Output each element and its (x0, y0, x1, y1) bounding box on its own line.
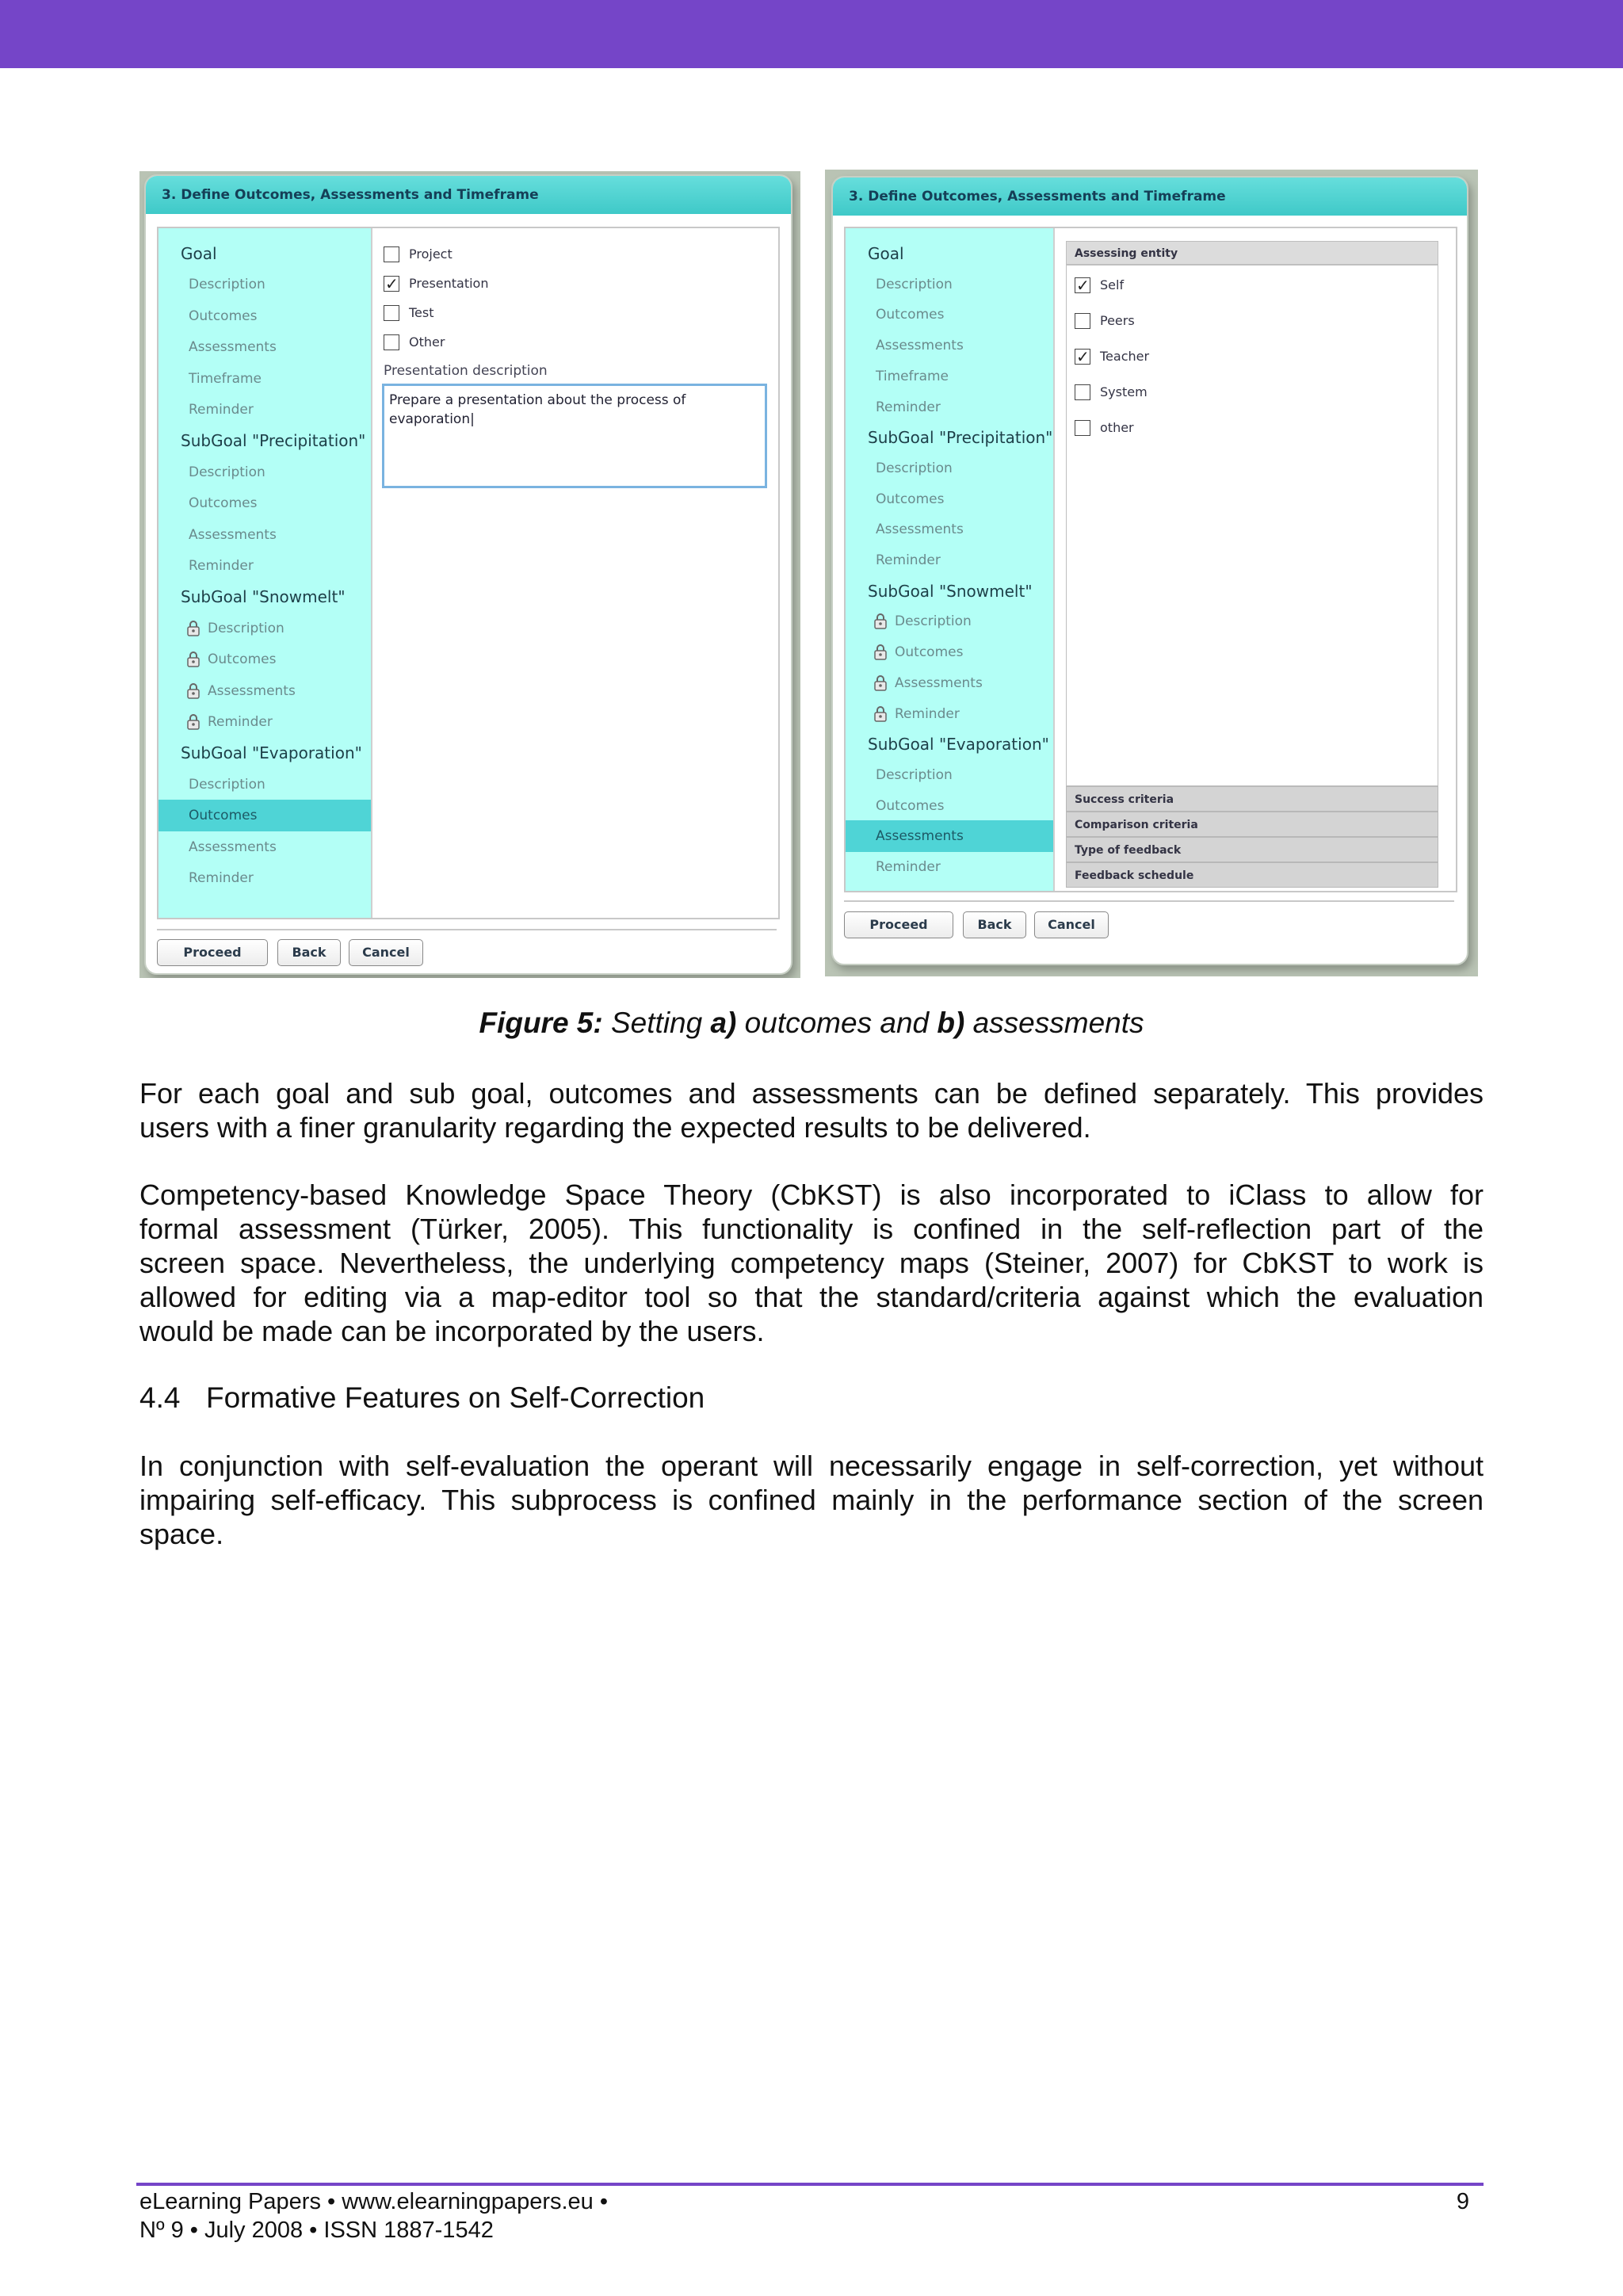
lock-icon (187, 621, 200, 636)
nav-label: SubGoal "Precipitation" (181, 431, 366, 451)
checkbox-label: Peers (1100, 313, 1135, 328)
nav-item-outcomes[interactable] (158, 300, 371, 332)
nav-label: Reminder (189, 558, 254, 574)
dialog-title: 3. Define Outcomes, Assessments and Timeframe (146, 176, 791, 214)
section-number: 4.4 (139, 1381, 181, 1414)
nav-heading-subgoal-evaporation[interactable] (846, 728, 1053, 760)
nav-label: Assessments (189, 339, 277, 356)
caption-text: outcomes and (736, 1007, 938, 1039)
nav-label: Reminder (876, 552, 941, 568)
checkbox-system[interactable] (1075, 380, 1148, 404)
paragraph-line: Competency-based Knowledge Space Theory (CbKST) is also incorporated to iClass to allow for (139, 1179, 1484, 1211)
nav-label: Timeframe (876, 368, 949, 384)
nav-item-description[interactable] (158, 457, 371, 488)
paragraph-line: screen space. Nevertheless, the underlying competency maps (Steiner, 2007) for CbKST to work is (139, 1247, 1484, 1279)
nav-label: Outcomes (189, 808, 258, 824)
back-button[interactable]: Back (963, 911, 1026, 938)
nav-item-outcomes[interactable] (158, 487, 371, 519)
nav-label: Description (876, 276, 953, 292)
paragraph-line: would be made can be incorporated by the users. (139, 1315, 765, 1347)
nav-label: SubGoal "Evaporation" (868, 735, 1049, 755)
figure-screenshot-a (139, 171, 800, 978)
nav-label: Reminder (208, 714, 273, 730)
nav-item-reminder[interactable] (158, 862, 371, 894)
nav-label: SubGoal "Evaporation" (181, 743, 362, 763)
nav-label: Outcomes (189, 495, 258, 512)
nav-item-outcomes[interactable] (158, 800, 371, 831)
goal-navigation (846, 228, 1053, 891)
figure-screenshot-b (825, 170, 1478, 976)
nav-item-reminder[interactable] (846, 544, 1053, 576)
goal-navigation (158, 228, 371, 918)
caption-prefix: Figure 5: (479, 1007, 603, 1039)
nav-item-reminder[interactable] (846, 392, 1053, 423)
nav-divider (371, 228, 372, 918)
paragraph-line: In conjunction with self-evaluation the operant will necessarily engage in self-correction, yet without (139, 1450, 1484, 1482)
lock-icon (874, 706, 887, 722)
nav-label: Assessments (876, 521, 964, 538)
nav-item-description[interactable] (846, 269, 1053, 300)
nav-item-outcomes[interactable] (846, 483, 1053, 515)
nav-item-assessments[interactable] (158, 675, 371, 707)
nav-label: SubGoal "Precipitation" (868, 428, 1053, 448)
nav-label: Reminder (876, 859, 941, 875)
back-button[interactable]: Back (277, 939, 341, 966)
lock-icon (187, 683, 200, 699)
nav-item-assessments[interactable] (158, 519, 371, 551)
nav-item-outcomes[interactable] (846, 636, 1053, 668)
proceed-button[interactable]: Proceed (844, 911, 953, 938)
button-divider (844, 900, 1454, 902)
nav-item-reminder[interactable] (158, 706, 371, 738)
nav-item-outcomes[interactable] (158, 644, 371, 675)
checkbox-box[interactable] (1075, 313, 1090, 329)
nav-label: Timeframe (189, 370, 262, 387)
dialog-title: 3. Define Outcomes, Assessments and Timeframe (833, 178, 1467, 216)
lock-icon (874, 644, 887, 660)
feedback-schedule-section[interactable]: Feedback schedule (1066, 862, 1438, 888)
nav-item-assessments[interactable] (158, 331, 371, 363)
checkbox-label: Test (409, 305, 434, 320)
paragraph-2 (139, 1178, 1484, 1348)
checkbox-box[interactable] (1075, 420, 1090, 436)
dialog-window (831, 176, 1468, 965)
nav-label: Reminder (189, 402, 254, 418)
checkbox-label: other (1100, 420, 1134, 435)
nav-label: Assessments (189, 839, 277, 855)
checkbox-label: Presentation (409, 276, 489, 291)
lock-icon (874, 675, 887, 691)
checkbox-project[interactable] (384, 243, 453, 266)
lock-icon (187, 651, 200, 667)
checkbox-label: Other (409, 334, 445, 350)
nav-label: Description (208, 620, 285, 636)
nav-label: Goal (868, 244, 904, 263)
paragraph-1 (139, 1076, 1484, 1144)
nav-heading-subgoal-snowmelt[interactable] (846, 575, 1053, 607)
checkbox-presentation[interactable] (384, 272, 488, 296)
checkbox-self[interactable] (1075, 273, 1124, 297)
button-divider (157, 929, 777, 930)
nav-label: Reminder (895, 705, 960, 722)
nav-label: Assessments (876, 828, 964, 845)
checkbox-label: Project (409, 246, 453, 262)
nav-label: Outcomes (208, 651, 277, 668)
nav-label: Reminder (189, 870, 254, 886)
nav-label: Description (876, 766, 953, 783)
nav-label: Assessments (208, 682, 296, 699)
figure-caption (0, 1007, 1623, 1040)
nav-label: Description (189, 277, 265, 293)
nav-item-assessments[interactable] (158, 831, 371, 863)
section-title: Formative Features on Self-Correction (206, 1381, 705, 1414)
nav-label: Goal (181, 244, 217, 263)
caption-text: assessments (964, 1007, 1144, 1039)
nav-heading-subgoal-snowmelt[interactable] (158, 581, 371, 613)
paragraph-line: formal assessment (Türker, 2005). This functionality is confined in the self-reflection part of the (139, 1213, 1484, 1245)
cancel-button[interactable]: Cancel (1034, 911, 1109, 938)
footer-rule (136, 2183, 1484, 2186)
checkbox-other[interactable] (384, 330, 445, 354)
nav-label: Outcomes (876, 797, 945, 814)
paragraph-line: allowed for editing via a map-editor tool so that the standard/criteria against which the evaluation (139, 1281, 1484, 1313)
header-accent-bar (0, 0, 1623, 68)
nav-heading-subgoal-precipitation[interactable] (846, 422, 1053, 453)
nav-heading-goal[interactable] (846, 238, 1053, 269)
paragraph-line: impairing self-efficacy. This subprocess is confined mainly in the performance section of the screen (139, 1484, 1484, 1516)
lock-icon (187, 714, 200, 730)
nav-label: Outcomes (876, 491, 945, 507)
dialog-body (844, 227, 1457, 892)
nav-label: Description (876, 460, 953, 476)
footer-journal: eLearning Papers • www.elearningpapers.eu • (139, 2189, 609, 2214)
checkbox-box[interactable] (384, 334, 399, 350)
proceed-button[interactable]: Proceed (157, 939, 268, 966)
nav-item-description[interactable] (158, 613, 371, 644)
checkbox-peers[interactable] (1075, 309, 1135, 333)
checkbox-label: Self (1100, 277, 1125, 292)
checkbox-box[interactable] (384, 305, 399, 321)
checkbox-other[interactable] (1075, 416, 1134, 440)
nav-heading-subgoal-precipitation[interactable] (158, 425, 371, 457)
checkbox-box[interactable] (1075, 384, 1090, 400)
checkbox-teacher[interactable] (1075, 345, 1149, 369)
dialog-body (157, 227, 780, 919)
nav-heading-goal[interactable] (158, 238, 371, 269)
nav-item-timeframe[interactable] (158, 363, 371, 395)
nav-label: SubGoal "Snowmelt" (181, 587, 346, 607)
assessing-entity-panel (1066, 265, 1438, 786)
nav-item-description[interactable] (158, 269, 371, 300)
assessing-entity-header: Assessing entity (1066, 241, 1438, 265)
nav-item-description[interactable] (846, 606, 1053, 637)
dialog-window (144, 174, 792, 975)
lock-icon (874, 613, 887, 629)
section-heading (139, 1381, 705, 1415)
nav-label: Assessments (895, 674, 983, 691)
nav-label: Reminder (876, 399, 941, 415)
nav-divider (1053, 228, 1055, 891)
page-number: 9 (1456, 2189, 1469, 2214)
nav-item-assessments[interactable] (846, 667, 1053, 699)
nav-item-assessments[interactable] (846, 514, 1053, 545)
nav-item-reminder[interactable] (846, 851, 1053, 883)
nav-label: Assessments (189, 526, 277, 543)
presentation-description-input[interactable]: Prepare a presentation about the process of evaporation| (382, 384, 767, 488)
nav-item-timeframe[interactable] (846, 361, 1053, 392)
footer-issue: Nº 9 • July 2008 • ISSN 1887-1542 (139, 2218, 494, 2243)
nav-label: Outcomes (189, 308, 258, 324)
nav-label: Outcomes (876, 307, 945, 323)
nav-label: Assessments (876, 338, 964, 354)
checkbox-box[interactable] (384, 246, 399, 262)
checkbox-box[interactable] (1075, 277, 1090, 293)
paragraph-line: For each goal and sub goal, outcomes and assessments can be defined separately. This provides (139, 1077, 1484, 1110)
nav-label: Description (189, 776, 265, 793)
description-label: Presentation description (384, 363, 548, 379)
nav-label: SubGoal "Snowmelt" (868, 581, 1033, 601)
nav-item-description[interactable] (846, 453, 1053, 484)
nav-heading-subgoal-evaporation[interactable] (158, 737, 371, 769)
caption-text: Setting (602, 1007, 711, 1039)
type-of-feedback-section[interactable]: Type of feedback (1066, 837, 1438, 862)
caption-part-b: b) (937, 1007, 965, 1039)
checkbox-label: Teacher (1100, 349, 1150, 364)
cancel-button[interactable]: Cancel (349, 939, 423, 966)
checkbox-test[interactable] (384, 301, 434, 325)
caption-part-a: a) (710, 1007, 737, 1039)
nav-label: Description (189, 464, 265, 480)
nav-item-reminder[interactable] (158, 550, 371, 582)
nav-item-reminder[interactable] (158, 394, 371, 426)
checkbox-box[interactable] (1075, 349, 1090, 365)
nav-item-assessments[interactable] (846, 330, 1053, 361)
nav-item-reminder[interactable] (846, 698, 1053, 730)
success-criteria-section[interactable]: Success criteria (1066, 786, 1438, 812)
paragraph-line: users with a finer granularity regarding the expected results to be delivered. (139, 1111, 1091, 1144)
nav-item-description[interactable] (158, 769, 371, 800)
nav-label: Description (895, 613, 972, 630)
checkbox-box[interactable] (384, 276, 399, 292)
nav-item-outcomes[interactable] (846, 299, 1053, 330)
nav-item-assessments[interactable] (846, 820, 1053, 852)
nav-item-description[interactable] (846, 759, 1053, 791)
comparison-criteria-section[interactable]: Comparison criteria (1066, 812, 1438, 837)
paragraph-line: space. (139, 1518, 224, 1550)
nav-item-outcomes[interactable] (846, 790, 1053, 822)
nav-label: Outcomes (895, 644, 964, 661)
paragraph-3 (139, 1449, 1484, 1551)
checkbox-label: System (1100, 384, 1148, 399)
